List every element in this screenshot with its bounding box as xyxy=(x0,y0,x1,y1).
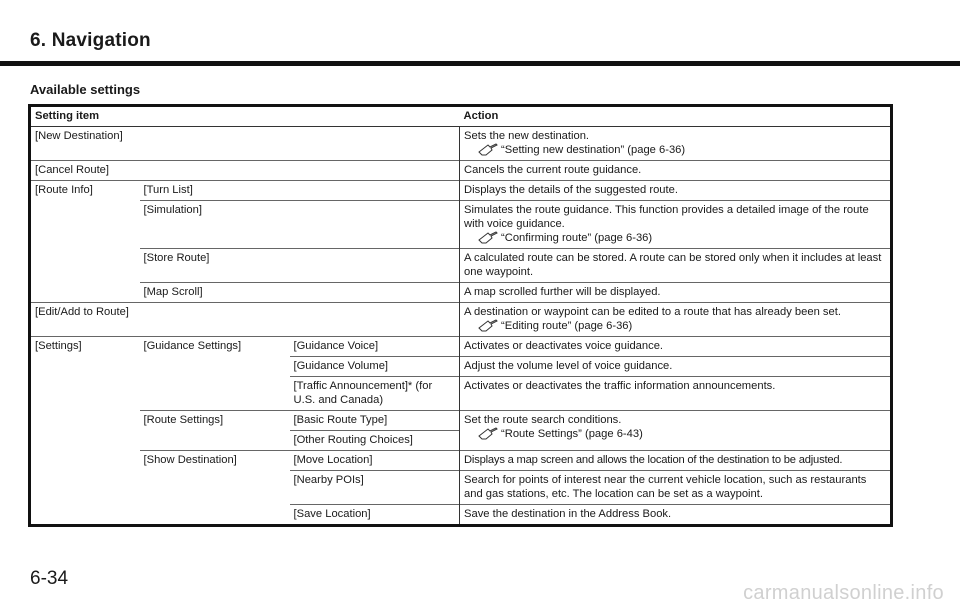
chapter-title: 6. Navigation xyxy=(30,30,151,51)
option-item: [Move Location] xyxy=(290,451,460,471)
reference-text: “Setting new destination” (page 6-36) xyxy=(501,144,686,156)
sub-setting-item: [Show Destination] xyxy=(140,451,290,526)
action-cell xyxy=(460,127,892,161)
col-header-action: Action xyxy=(460,106,892,127)
reference-text: “Route Settings” (page 6-43) xyxy=(501,428,643,440)
action-cell: A calculated route can be stored. A route can be stored only when it includes at least one waypoint. xyxy=(460,249,892,283)
action-cell: Save the destination in the Address Book. xyxy=(460,505,892,526)
sub-setting-item: [Route Settings] xyxy=(140,411,290,451)
pointing-hand-icon xyxy=(478,143,498,156)
setting-item: [New Destination] xyxy=(30,127,460,161)
page-reference[interactable] xyxy=(464,319,886,333)
action-text: A destination or waypoint can be edited to a route that has already been set. xyxy=(464,306,841,318)
table-row xyxy=(30,283,892,303)
table-row xyxy=(30,201,892,249)
action-cell xyxy=(460,411,892,451)
action-cell: Adjust the volume level of voice guidance. xyxy=(460,357,892,377)
action-cell: Activates or deactivates the traffic information announcements. xyxy=(460,377,892,411)
action-cell xyxy=(460,201,892,249)
section-title: Available settings xyxy=(30,82,141,97)
table-header-row xyxy=(30,106,892,127)
table-row xyxy=(30,337,892,357)
option-item: [Other Routing Choices] xyxy=(290,431,460,451)
sub-setting-item: [Map Scroll] xyxy=(140,283,460,303)
option-item: [Save Location] xyxy=(290,505,460,526)
table-row xyxy=(30,303,892,337)
header-rule xyxy=(0,61,960,66)
table-row xyxy=(30,127,892,161)
action-text: Set the route search conditions. xyxy=(464,414,622,426)
watermark: carmanualsonline.info xyxy=(743,582,944,604)
setting-item: [Route Info] xyxy=(30,181,140,303)
page-reference[interactable] xyxy=(464,231,886,245)
sub-setting-item: [Guidance Settings] xyxy=(140,337,290,411)
table-row xyxy=(30,181,892,201)
action-cell: Displays a map screen and allows the location of the destination to be adjusted. xyxy=(460,451,892,471)
setting-item: [Cancel Route] xyxy=(30,161,460,181)
page-reference[interactable] xyxy=(464,427,886,441)
option-item: [Guidance Voice] xyxy=(290,337,460,357)
settings-table xyxy=(28,104,893,527)
action-text: Simulates the route guidance. This function provides a detailed image of the route with voice guidance. xyxy=(464,204,869,230)
page-reference[interactable] xyxy=(464,143,886,157)
reference-text: “Editing route” (page 6-36) xyxy=(501,320,633,332)
action-cell xyxy=(460,303,892,337)
table-row xyxy=(30,411,892,431)
pointing-hand-icon xyxy=(478,427,498,440)
reference-text: “Confirming route” (page 6-36) xyxy=(501,232,653,244)
sub-setting-item: [Simulation] xyxy=(140,201,460,249)
action-cell: A map scrolled further will be displayed. xyxy=(460,283,892,303)
setting-item: [Edit/Add to Route] xyxy=(30,303,460,337)
action-cell: Displays the details of the suggested route. xyxy=(460,181,892,201)
action-cell: Search for points of interest near the current vehicle location, such as restaurants and gas stations, etc. The location can be set as a waypoint. xyxy=(460,471,892,505)
option-item: [Guidance Volume] xyxy=(290,357,460,377)
option-item: [Traffic Announcement]* (for U.S. and Canada) xyxy=(290,377,460,411)
setting-item: [Settings] xyxy=(30,337,140,526)
action-cell: Cancels the current route guidance. xyxy=(460,161,892,181)
action-cell: Activates or deactivates voice guidance. xyxy=(460,337,892,357)
option-item: [Basic Route Type] xyxy=(290,411,460,431)
sub-setting-item: [Store Route] xyxy=(140,249,460,283)
action-text: Sets the new destination. xyxy=(464,130,590,142)
col-header-setting-item: Setting item xyxy=(30,106,460,127)
pointing-hand-icon xyxy=(478,231,498,244)
table-row xyxy=(30,249,892,283)
page-number: 6-34 xyxy=(30,568,69,589)
option-item: [Nearby POIs] xyxy=(290,471,460,505)
table-row xyxy=(30,161,892,181)
table-row xyxy=(30,451,892,471)
sub-setting-item: [Turn List] xyxy=(140,181,460,201)
pointing-hand-icon xyxy=(478,319,498,332)
